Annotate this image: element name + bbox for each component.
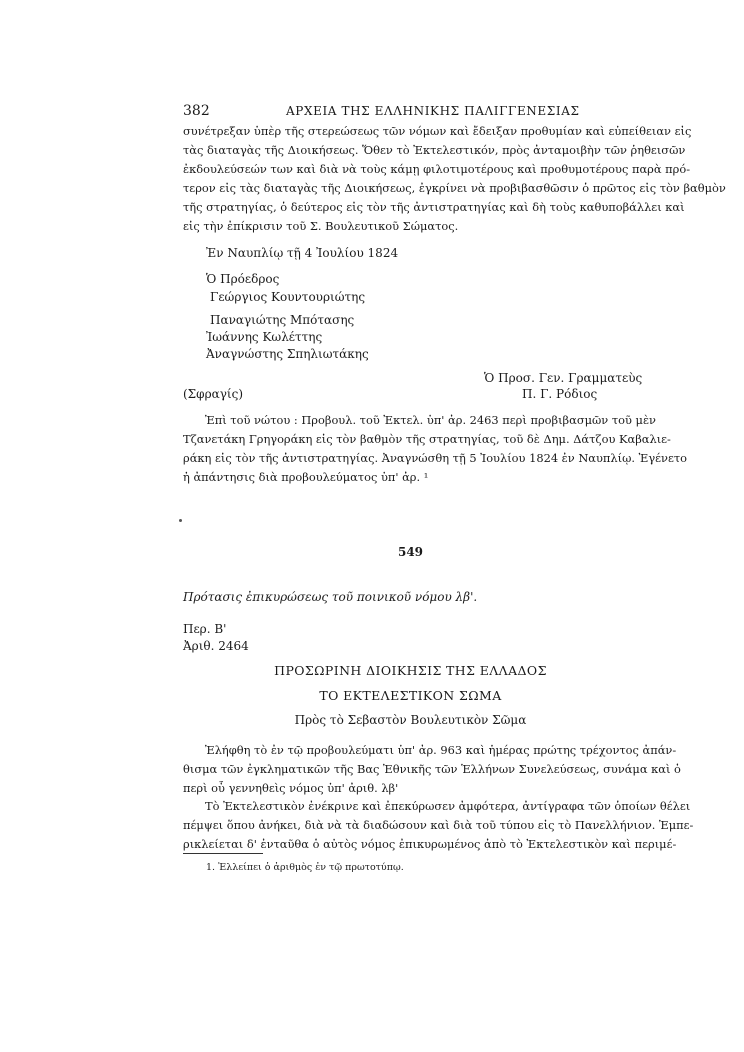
text-line: ρικλείεται δ' ἐνταῦθα ὁ αὐτὸς νόμος ἐπικυρωμένος ἀπὸ τὸ Ἐκτελεστικὸν καὶ περιμέ-: [183, 837, 677, 851]
heading-government: ΠΡΟΣΩΡΙΝΗ ΔΙΟΙΚΗΣΙΣ ΤΗΣ ΕΛΛΑΔΟΣ: [274, 663, 547, 678]
text-line: συνέτρεξαν ὑπὲρ τῆς στερεώσεως τῶν νόμων καὶ ἔδειξαν προθυμίαν καὶ εὐπείθειαν εἰς: [183, 124, 692, 138]
document-number: 549: [397, 545, 424, 559]
body-paragraph-1: [183, 741, 681, 798]
body-paragraph-2: [183, 797, 694, 854]
text-line: Τὸ Ἐκτελεστικὸν ἐνέκρινε καὶ ἐπεκύρωσεν ἀμφότερα, ἀντίγραφα τῶν ὁποίων θέλει: [205, 799, 691, 813]
text-line: ράκη εἰς τὸν τῆς ἀντιστρατηγίας. Ἀναγνώσθη τῇ 5 Ἰουλίου 1824 ἐν Ναυπλίῳ. Ἐγένετο: [183, 451, 688, 465]
addressee: Πρὸς τὸ Σεβαστὸν Βουλευτικὸν Σῶμα: [294, 713, 527, 727]
heading-executive: ΤΟ ΕΚΤΕΛΕΣΤΙΚΟΝ ΣΩΜΑ: [319, 688, 502, 703]
date-place: Ἐν Ναυπλίῳ τῇ 4 Ἰουλίου 1824: [206, 246, 399, 260]
text-line: ἐκδουλεύσεών των καὶ διὰ νὰ τοὺς κάμῃ φιλοτιμοτέρους καὶ προθυμοτέρους παρὰ πρό-: [183, 162, 691, 176]
member-name: Παναγιώτης Μπότασης: [210, 313, 355, 327]
footnote-rule: [183, 853, 263, 854]
text-line: περὶ οὗ γεννηθεὶς νόμος ὑπ' ἀριθ. λβ': [183, 781, 399, 795]
document-summary: Πρότασις ἐπικυρώσεως τοῦ ποινικοῦ νόμου λβ'.: [183, 590, 478, 604]
text-line: Ἐλήφθη τὸ ἐν τῷ προβουλεύματι ὑπ' ἀρ. 963 καὶ ἡμέρας πρώτης τρέχοντος ἀπάν-: [205, 743, 677, 757]
verso-note: [183, 411, 688, 487]
footnote: 1. Ἐλλείπει ὁ ἀριθμὸς ἐν τῷ πρωτοτύπῳ.: [206, 862, 404, 873]
seal-note: (Σφραγίς): [183, 387, 244, 401]
page-number: 382: [183, 103, 210, 119]
president-title: Ὁ Πρόεδρος: [206, 272, 280, 286]
text-line: τὰς διαταγὰς τῆς Διοικήσεως. Ὅθεν τὸ Ἐκτελεστικόν, πρὸς ἀνταμοιβὴν τῶν ῥηθεισῶν: [183, 143, 686, 157]
text-line: Ἐπὶ τοῦ νώτου : Προβουλ. τοῦ Ἐκτελ. ὑπ' ἀρ. 2463 περὶ προβιβασμῶν τοῦ μὲν: [205, 413, 656, 427]
text-line: εἰς τὴν ἐπίκρισιν τοῦ Σ. Βουλευτικοῦ Σώματος.: [183, 219, 459, 233]
running-title: ΑΡΧΕΙΑ ΤΗΣ ΕΛΛΗΝΙΚΗΣ ΠΑΛΙΓΓΕΝΕΣΙΑΣ: [286, 104, 580, 118]
arith-reference: Ἀριθ. 2464: [183, 639, 249, 653]
member-name: Ἰωάννης Κωλέττης: [206, 330, 323, 344]
text-line: τερον εἰς τὰς διαταγὰς τῆς Διοικήσεως, ἐγκρίνει νὰ προβιβασθῶσιν ὁ πρῶτος εἰς τὸν βαθμὸν: [183, 181, 726, 195]
text-line: τῆς στρατηγίας, ὁ δεύτερος εἰς τὸν τῆς ἀντιστρατηγίας καὶ δὴ τοὺς καθυποβάλλει καὶ: [183, 200, 685, 214]
per-reference: Περ. Β': [183, 622, 227, 636]
text-line: θισμα τῶν ἐγκληματικῶν τῆς Βας Ἐθνικῆς τῶν Ἑλλήνων Συνελεύσεως, συνάμα καὶ ὁ: [183, 762, 681, 776]
secretary-title: Ὁ Προσ. Γεν. Γραμματεὺς: [484, 371, 643, 385]
text-line: Τζανετάκη Γρηγοράκη εἰς τὸν βαθμὸν τῆς στρατηγίας, τοῦ δὲ Δημ. Δάτζου Καβαλιε-: [183, 432, 671, 446]
president-name: Γεώργιος Κουντουριώτης: [210, 290, 366, 304]
secretary-name: Π. Γ. Ρόδιος: [522, 387, 598, 401]
text-line: ἡ ἀπάντησις διὰ προβουλεύματος ὑπ' ἀρ. ¹: [183, 470, 429, 484]
member-name: Ἀναγνώστης Σπηλιωτάκης: [206, 347, 369, 361]
scan-speck: [179, 519, 182, 522]
top-paragraph: [183, 122, 726, 236]
text-line: πέμψει ὅπου ἀνήκει, διὰ νὰ τὰ διαδώσουν καὶ διὰ τοῦ τύπου εἰς τὸ Πανελλήνιον. Ἐμπε-: [183, 818, 694, 832]
